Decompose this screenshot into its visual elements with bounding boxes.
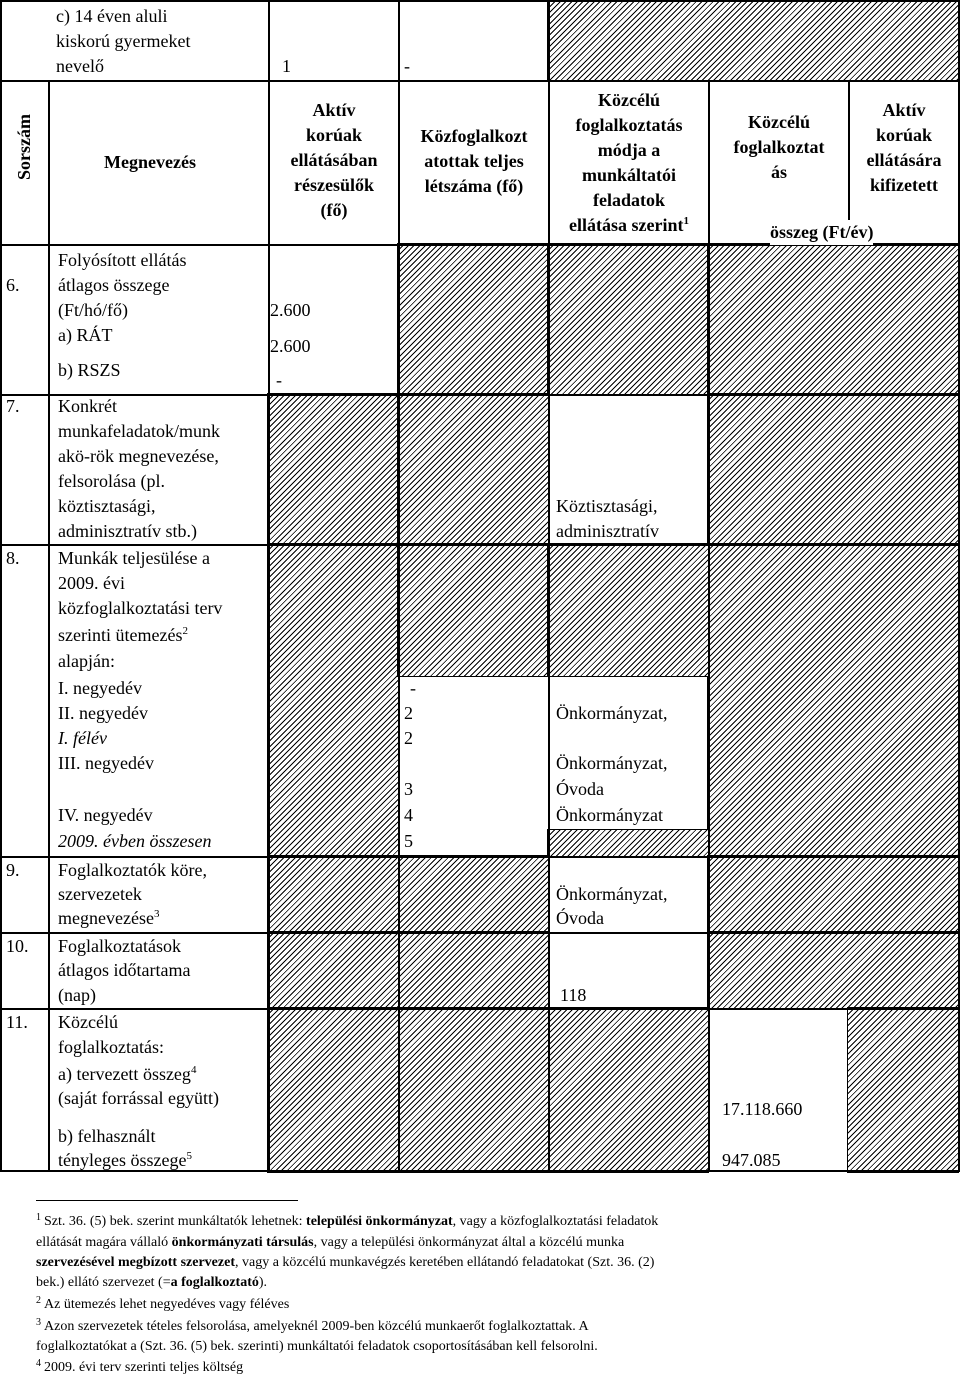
row6b-label: b) RSZS: [58, 360, 121, 380]
header-aktiv: Aktív korúak ellátásában részesülők (fő): [290, 100, 378, 220]
row6-value: 2.600: [270, 300, 311, 320]
border-left: [0, 0, 2, 1172]
q1-count: -: [410, 678, 416, 698]
hatch-9-aktiv: [268, 856, 548, 932]
row8-label-4: szerinti ütemezés$^2$: [58, 625, 188, 645]
row11a-label: a) tervezett összeg$^4$: [58, 1064, 197, 1084]
top-row-dash: -: [404, 56, 410, 76]
total-count: 5: [404, 831, 413, 851]
row8-label-1: Munkák teljesülése a: [58, 548, 210, 568]
hatch-total-modja: [548, 830, 708, 856]
hatch-7-aktiv: [268, 394, 398, 544]
q2-modja: Önkormányzat,: [556, 703, 668, 723]
hatch-8-kozfogl-top: [398, 544, 548, 676]
hatch-top-right: [548, 2, 958, 80]
row6a-value: 2.600: [270, 336, 311, 356]
hatch-8-aktiv: [268, 544, 398, 856]
footnote-ref-4: 4: [190, 1064, 197, 1076]
footnote-2: $^2$ Az ütemezés lehet negyedéves vagy féléves: [36, 1295, 290, 1312]
row8-num: 8.: [6, 548, 20, 568]
q2-count: 2: [404, 703, 413, 723]
footnote-1-line-2: ellátását magára vállaló önkormányzati társulás, vagy a települési önkormányzat által a közcélú munka: [36, 1235, 625, 1250]
row7-num: 7.: [6, 396, 20, 416]
q1-label: I. negyedév: [58, 678, 142, 698]
top-row-label-2: kiskorú gyermeket: [56, 31, 191, 51]
footnote-3-line-1: $^3$ Azon szervezetek tételes felsorolása, amelyeknél 2009-ben közcélú munkaerőt foglalkoztattak. A: [36, 1317, 589, 1334]
hatch-6-right: [708, 244, 958, 394]
row6-label-3: (Ft/hó/fő): [58, 300, 128, 320]
row9-num: 9.: [6, 860, 20, 880]
row11b-label: b) felhasznált: [58, 1126, 156, 1146]
row8-label-5: alapján:: [58, 651, 115, 671]
footnote-ref-5: 5: [186, 1150, 192, 1162]
footnote-1-line-3: szervezésével megbízott szervezet, vagy a közcélú munkavégzés keretében ellátandó feladatokat (Szt. 36. (2): [36, 1255, 655, 1270]
row7-label-6: adminisztratív stb.): [58, 521, 197, 541]
row11a-label-2: (saját forrással együtt): [58, 1088, 219, 1108]
row9-label-3: megnevezése$^3$: [58, 908, 160, 928]
row6a-label: a) RÁT: [58, 325, 113, 345]
header-megnevezes: Megnevezés: [104, 152, 196, 172]
q3-modja-2: Óvoda: [556, 779, 604, 799]
hatch-10-right: [708, 932, 958, 1008]
h1-label: I. félév: [58, 728, 107, 748]
header-osszeg: összeg (Ft/év): [770, 220, 873, 245]
row11b-value: 947.085: [722, 1150, 781, 1170]
footnote-ref-3: 3: [153, 908, 160, 920]
top-row-label-1: c) 14 éven aluli: [56, 6, 168, 26]
row9-modja-1: Önkormányzat,: [556, 884, 668, 904]
q4-label: IV. negyedév: [58, 805, 153, 825]
hatch-8-right: [708, 544, 958, 856]
row10-label-1: Foglalkoztatások: [58, 936, 181, 956]
q3-count: 3: [404, 779, 413, 799]
row6b-value: -: [276, 370, 282, 390]
row10-value: 118: [560, 985, 587, 1005]
row9-modja-2: Óvoda: [556, 908, 604, 928]
q3-modja-1: Önkormányzat,: [556, 753, 668, 773]
row11-label-1: Közcélú: [58, 1012, 118, 1032]
row6-num: 6.: [6, 275, 20, 295]
footnote-1-line-4: bek.) ellátó szervezet (=a foglalkoztató).: [36, 1275, 268, 1290]
row11-num: 11.: [6, 1012, 28, 1032]
hatch-7-kozfogl: [398, 394, 548, 544]
footnote-ref-2: 2: [182, 625, 188, 637]
row7-label-4: felsorolása (pl.: [58, 471, 165, 491]
header-kozcelu-fogl: Közcélú foglalkoztat ás: [733, 112, 825, 182]
row-line-top: [0, 0, 960, 2]
top-row-label-3: nevelő: [56, 56, 104, 76]
row8-label-3: közfoglalkoztatási terv: [58, 598, 223, 618]
hatch-7-right: [708, 394, 958, 544]
row10-num: 10.: [6, 936, 29, 956]
row6-label-1: Folyósított ellátás: [58, 250, 187, 270]
header-kozcelu-modja: Közcélú foglalkoztatás módja a munkáltatói feladatok ellátása szerint$^1$: [569, 90, 689, 235]
footnote-1-mark: 1: [36, 1212, 41, 1223]
header-aktiv-kifizetett: Aktív korúak ellátására kifizetett: [866, 100, 942, 195]
footnote-separator: [36, 1200, 298, 1201]
row8-label-2: 2009. évi: [58, 573, 125, 593]
row10-label-3: (nap): [58, 985, 96, 1005]
footnote-3-line-2: foglalkoztatókat a (Szt. 36. (5) bek. szerinti) munkáltatói feladatok csoportosításában kell felsorolni.: [36, 1339, 598, 1354]
row-line-header: [0, 80, 960, 82]
q3-label: III. negyedév: [58, 753, 154, 773]
row9-label-2: szervezetek: [58, 884, 142, 904]
hatch-11-right: [848, 1008, 958, 1172]
hatch-10-aktiv: [268, 932, 548, 1008]
header-sorszam: Sorszám: [14, 114, 34, 180]
header-kozcelu-modja-last: ellátása szerint: [569, 215, 684, 235]
row6-label-2: átlagos összege: [58, 275, 170, 295]
hatch-8-modja-top: [548, 544, 708, 676]
footnote-ref-1: 1: [683, 215, 689, 227]
q4-count: 4: [404, 805, 413, 825]
row11-label-2: foglalkoztatás:: [58, 1037, 164, 1057]
row-line-11: [0, 1008, 960, 1010]
row7-label-2: munkafeladatok/munk: [58, 421, 220, 441]
hatch-11-aktiv: [268, 1008, 708, 1172]
row7-label-3: akö-rök megnevezése,: [58, 446, 219, 466]
q4-modja: Önkormányzat: [556, 805, 663, 825]
hatch-6-modja: [548, 244, 708, 394]
total-label: 2009. évben összesen: [58, 831, 212, 851]
top-row-value: 1: [282, 56, 291, 76]
hatch-9-right: [708, 856, 958, 932]
h1-count: 2: [404, 728, 413, 748]
row9-label-1: Foglalkoztatók köre,: [58, 860, 207, 880]
row7-label-1: Konkrét: [58, 396, 117, 416]
row10-label-2: átlagos időtartama: [58, 960, 191, 980]
header-kozfoglalkoztatottak: Közfoglalkozt atottak teljes létszáma (fő): [420, 126, 528, 196]
footnote-1-line-1: $^1$ Szt. 36. (5) bek. szerint munkáltatók lehetnek: települési önkormányzat, vagy a közfoglalkoztatási feladatok: [36, 1212, 659, 1229]
row11b-label-2: tényleges összege$^5$: [58, 1150, 192, 1170]
row7-modja-2: adminisztratív: [556, 521, 659, 541]
row7-modja-1: Köztisztasági,: [556, 496, 658, 516]
row7-label-5: köztisztasági,: [58, 496, 156, 516]
footnote-4: $^4$ 2009. évi terv szerinti teljes költség: [36, 1358, 244, 1375]
row-line-7: [0, 394, 960, 396]
row11a-value: 17.118.660: [722, 1099, 803, 1119]
hatch-6-kozfogl: [398, 244, 548, 394]
q2-label: II. negyedév: [58, 703, 148, 723]
